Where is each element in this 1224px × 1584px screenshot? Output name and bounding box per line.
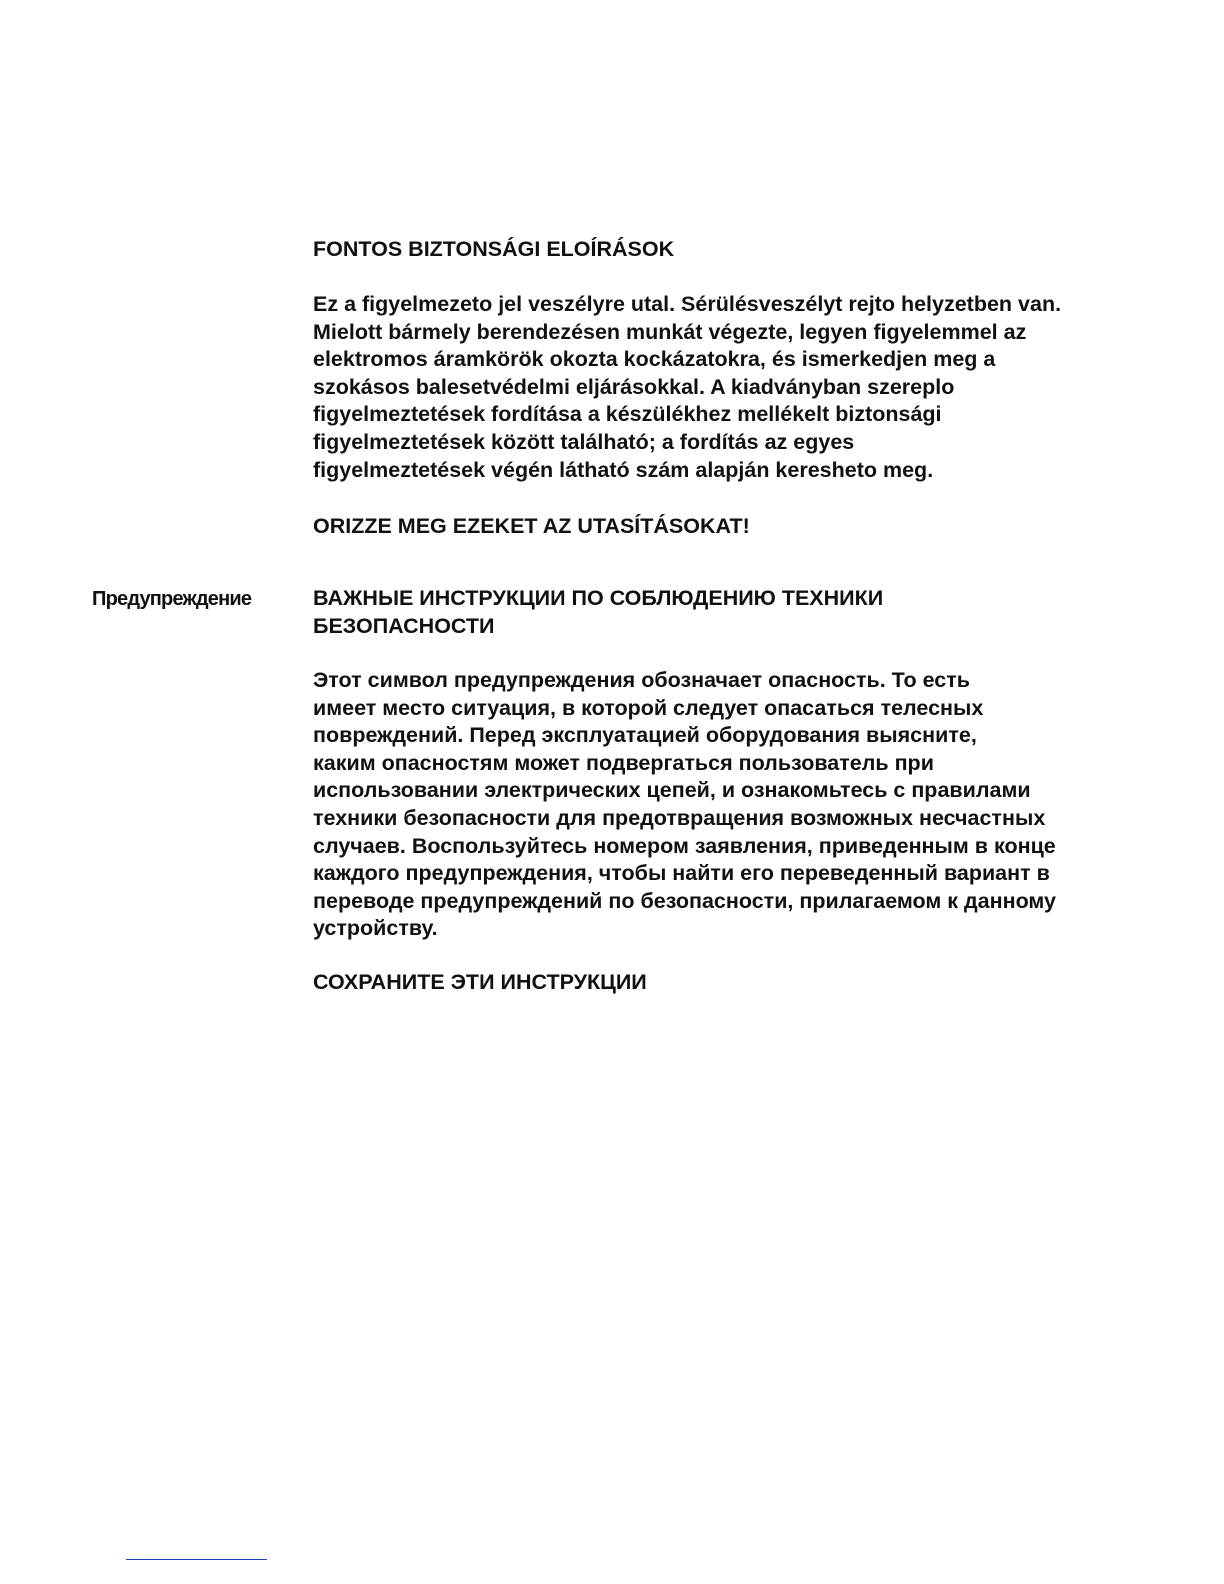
hungarian-body-line: figyelmeztetések között található; a fordítás az egyes — [313, 429, 855, 454]
russian-heading-line: БЕЗОПАСНОСТИ — [313, 613, 495, 638]
russian-body-line: Этот символ предупреждения обозначает опасность. То есть — [313, 668, 970, 692]
hungarian-body-line: Mielott bármely berendezésen munkát végezte, legyen figyelemmel az — [313, 319, 1027, 344]
russian-save-note: СОХРАНИТЕ ЭТИ ИНСТРУКЦИИ — [313, 970, 647, 994]
hungarian-body-line: Ez a figyelmezeto jel veszélyre utal. Sérülésveszélyt rejto helyzetben van. — [313, 292, 1062, 316]
russian-body-line: случаев. Воспользуйтесь номером заявления, приведенным в конце — [313, 833, 1056, 858]
hungarian-body-line: szokásos balesetvédelmi eljárásokkal. A kiadványban szereplo — [313, 374, 955, 399]
footnote-divider — [126, 1559, 267, 1560]
russian-body-line: использовании электрических цепей, и ознакомьтесь с правилами — [313, 778, 1031, 803]
russian-body-line: каждого предупреждения, чтобы найти его переведенный вариант в — [313, 861, 1050, 886]
hungarian-warning-paragraph — [313, 291, 1113, 484]
russian-heading — [313, 585, 1113, 640]
russian-body-line: имеет место ситуация, в которой следует опасаться телесных — [313, 695, 984, 720]
russian-body-line: техники безопасности для предотвращения возможных несчастных — [313, 805, 1046, 830]
russian-side-label: Предупреждение — [92, 588, 252, 610]
hungarian-body-line: elektromos áramkörök okozta kockázatokra, és ismerkedjen meg a — [313, 347, 996, 372]
russian-body-line: каким опасностям может подвергаться пользователь при — [313, 750, 934, 775]
russian-warning-paragraph — [313, 667, 1113, 943]
hungarian-save-note: ORIZZE MEG EZEKET AZ UTASÍTÁSOKAT! — [313, 514, 750, 538]
hungarian-body-line: figyelmeztetések fordítása a készülékhez mellékelt biztonsági — [313, 402, 942, 427]
hungarian-body-line: figyelmeztetések végén látható szám alapján keresheto meg. — [313, 457, 934, 482]
russian-body-line: переводе предупреждений по безопасности, прилагаемом к данному — [313, 888, 1056, 913]
russian-body-line: устройству. — [313, 916, 438, 941]
russian-body-line: повреждений. Перед эксплуатацией оборудования выясните, — [313, 723, 977, 748]
russian-heading-line: ВАЖНЫЕ ИНСТРУКЦИИ ПО СОБЛЮДЕНИЮ ТЕХНИКИ — [313, 586, 884, 610]
hungarian-heading: FONTOS BIZTONSÁGI ELOÍRÁSOK — [313, 237, 675, 261]
